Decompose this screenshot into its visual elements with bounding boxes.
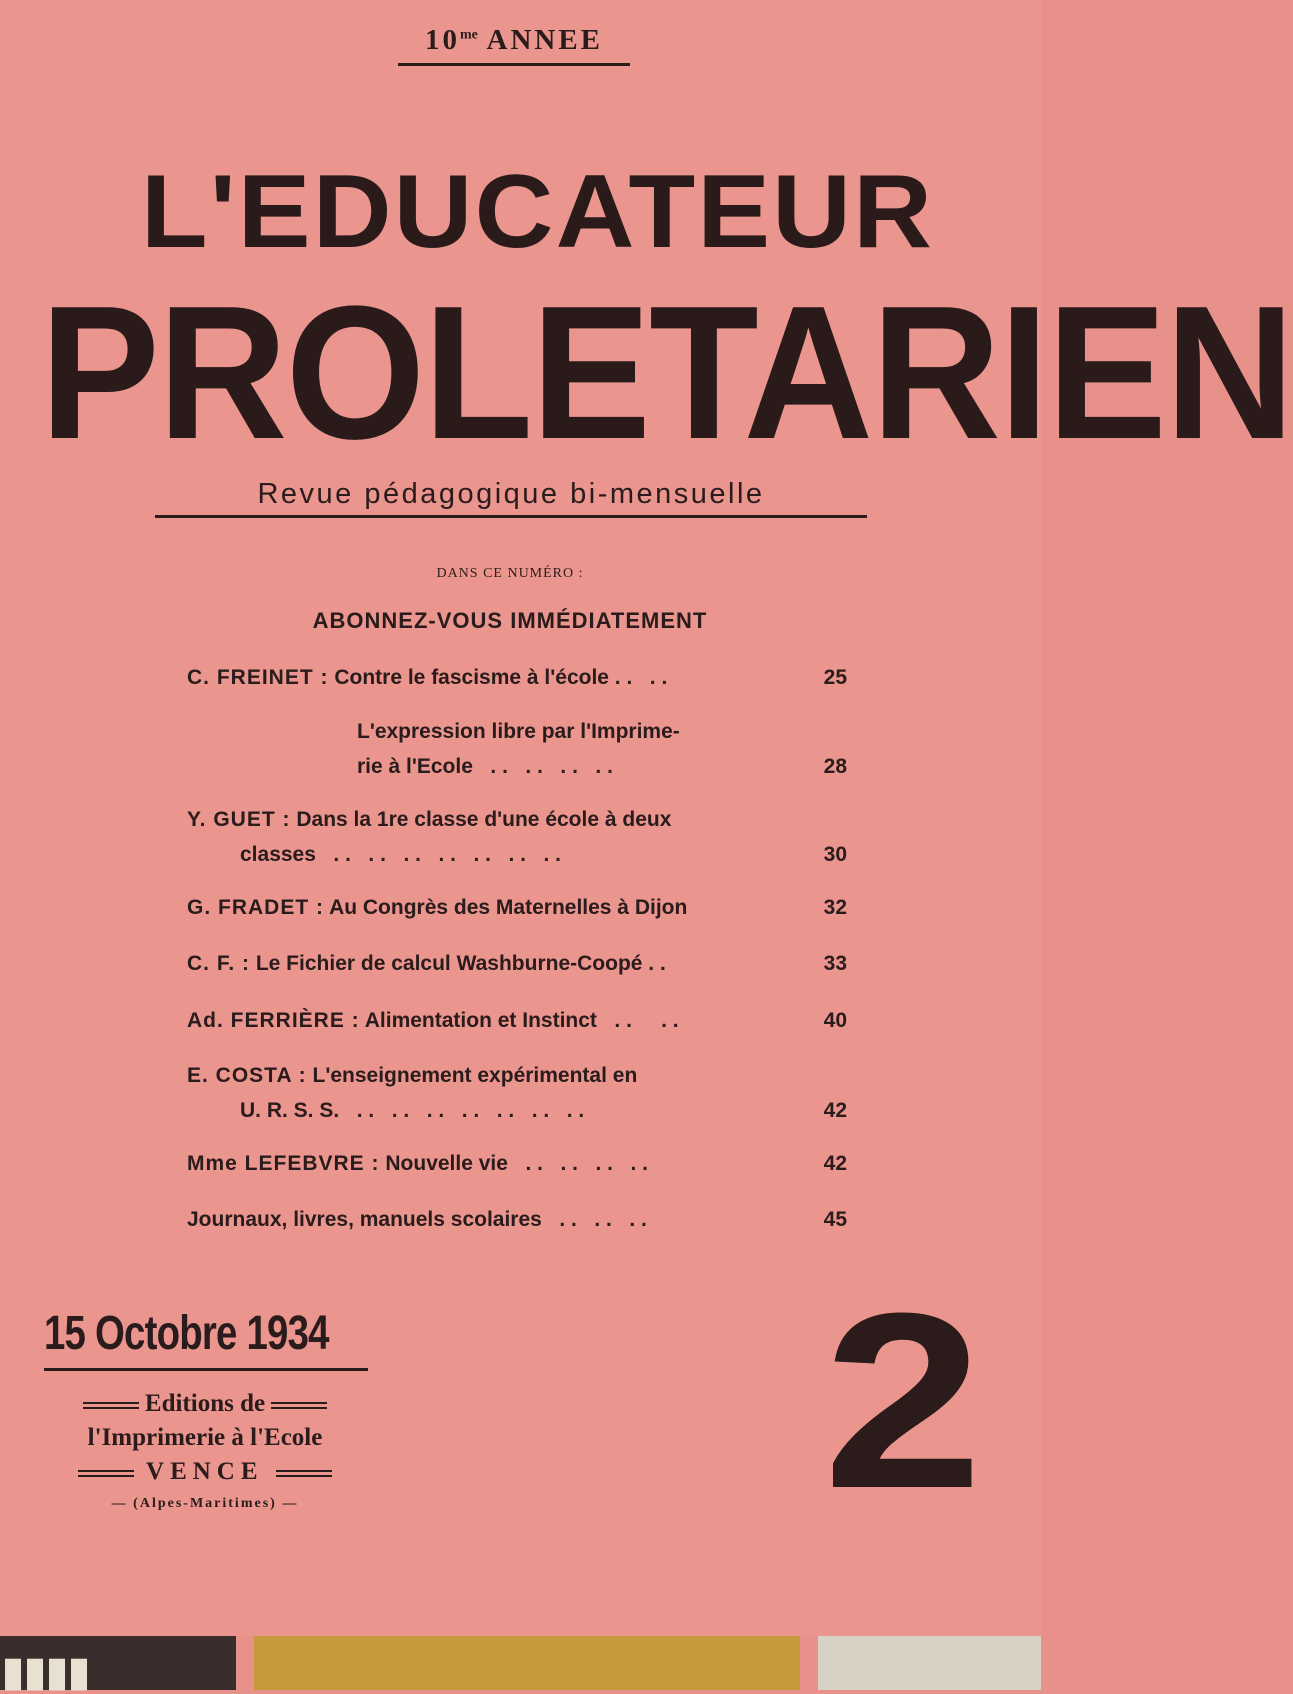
toc-page: 40 [823, 1009, 847, 1032]
toc-title: Dans la 1re classe d'une école à deux [296, 808, 672, 831]
publisher-city: VENCE [40, 1458, 370, 1486]
toc-title: Le Fichier de calcul Washburne-Coopé [255, 952, 643, 975]
contents-intro: DANS CE NUMÉRO : [436, 566, 584, 581]
toc-title-cont: U. R. S. S. [240, 1099, 340, 1122]
issue-date: 15 Octobre 1934 [44, 1307, 329, 1360]
toc-title: Nouvelle vie [385, 1152, 508, 1175]
toc-page: 30 [823, 843, 847, 866]
toc-page: 45 [823, 1208, 847, 1231]
publisher-region: — (Alpes-Maritimes) — [111, 1496, 299, 1511]
toc-title: L'expression libre par l'Imprime- [357, 720, 680, 743]
issue-number: 2 [823, 1261, 983, 1540]
toc-author: Y. GUET : [187, 808, 291, 831]
toc-page: 42 [823, 1099, 847, 1122]
toc-page: 32 [823, 896, 847, 919]
toc-title: Alimentation et Instinct [364, 1009, 597, 1032]
toc-title: L'enseignement expérimental en [312, 1064, 638, 1087]
thumbnail-strip-2[interactable] [254, 1636, 800, 1690]
publisher-line1: Editions de [40, 1390, 370, 1418]
toc-author: Mme LEFEBVRE : [187, 1152, 380, 1175]
toc-page: 33 [823, 952, 847, 975]
toc-page: 42 [823, 1152, 847, 1175]
masthead-subtitle: Revue pédagogique bi-mensuelle [155, 478, 867, 518]
toc-author: G. FRADET : [187, 896, 324, 919]
toc-author: Ad. FERRIÈRE : [187, 1009, 360, 1032]
toc-author: C. FREINET : [187, 666, 329, 689]
toc-title-cont: classes [240, 843, 316, 866]
year-label: $10^{me}$ ANNEE [398, 24, 630, 66]
cover-page: $10^{me}$ ANNEE L'EDUCATEUR PROLETARIEN Revue pédagogique bi-mensuelle DANS CE NUMÉRO : ABONNEZ-VOUS IMMÉDIATEMENT C. FREINET : Contre le fascisme à l'école . . . . 25 L'expression libre par l'Imprime- rie à l'Ecole . . . . . . . . 28 Y. GUET : Dans la 1re classe d'une école à deux classes . . . . . . . . . . . . . . 30 G. FRADET : Au Congrès des Maternelles à Dijon 32 C. F. : Le Fichier de calcul Washburne-Coopé . . 33 Ad. FERRIÈRE : Alimentation et Instinct . . . . 40 E. COSTA : L'enseignement expérimental en U. R. S. S. . . . . . . . . . . . . . . 42 Mme LEFEBVRE : Nouvelle vie . . . . . . . . 42 Journaux, livres, manuels scolaires . . . . . . 45 15 Octobre 1934 Editions de l'Imprimerie à l'Ecole VENCE — (Alpes-Maritimes) — 2 [0, 0, 1041, 1636]
toc-author: E. COSTA : [187, 1064, 307, 1087]
toc-title: Au Congrès des Maternelles à Dijon [329, 896, 688, 919]
toc-title: Contre le fascisme à l'école [334, 666, 609, 689]
toc-title-cont: rie à l'Ecole [357, 755, 473, 778]
subscribe-headline: ABONNEZ-VOUS IMMÉDIATEMENT [312, 608, 708, 633]
thumbnail-strip-3[interactable] [818, 1636, 1041, 1690]
toc-page: 28 [823, 755, 847, 778]
thumbnail-logo: ▮▮▮▮ [2, 1650, 91, 1694]
date-divider [44, 1368, 368, 1371]
masthead-title-line1: L'EDUCATEUR [140, 154, 935, 270]
toc-title: Journaux, livres, manuels scolaires [187, 1208, 542, 1231]
publisher-line2: l'Imprimerie à l'Ecole [87, 1424, 323, 1451]
toc-page: 25 [823, 666, 847, 689]
toc-author: C. F. : [187, 952, 250, 975]
masthead-title-line2: PROLETARIEN [40, 267, 1293, 479]
